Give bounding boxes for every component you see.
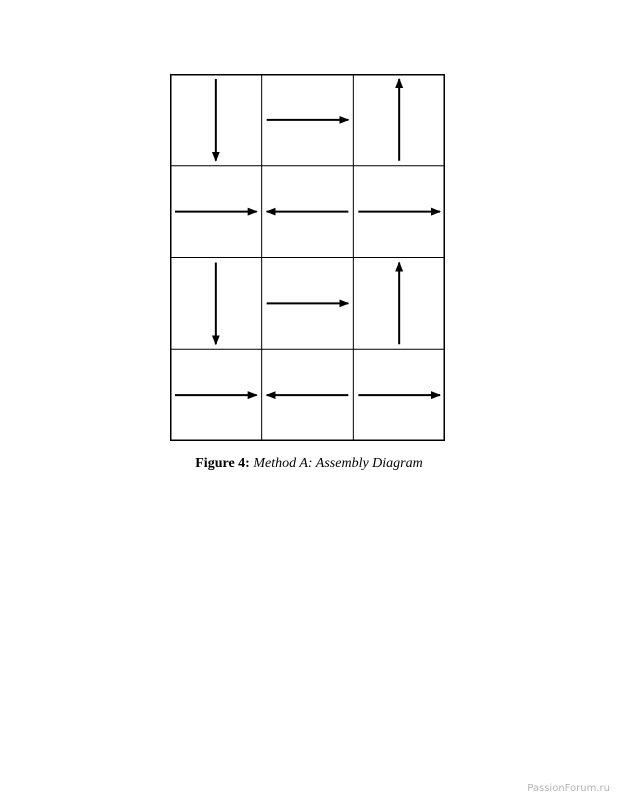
figure-caption: [0, 456, 618, 472]
arrows: [175, 79, 440, 395]
watermark-text: PassionForum.ru: [527, 783, 610, 794]
assembly-diagram: [170, 74, 445, 441]
figure-title: Method A: Assembly Diagram: [253, 456, 423, 471]
grid-lines: [170, 74, 445, 441]
figure-label: Figure 4:: [195, 456, 250, 471]
